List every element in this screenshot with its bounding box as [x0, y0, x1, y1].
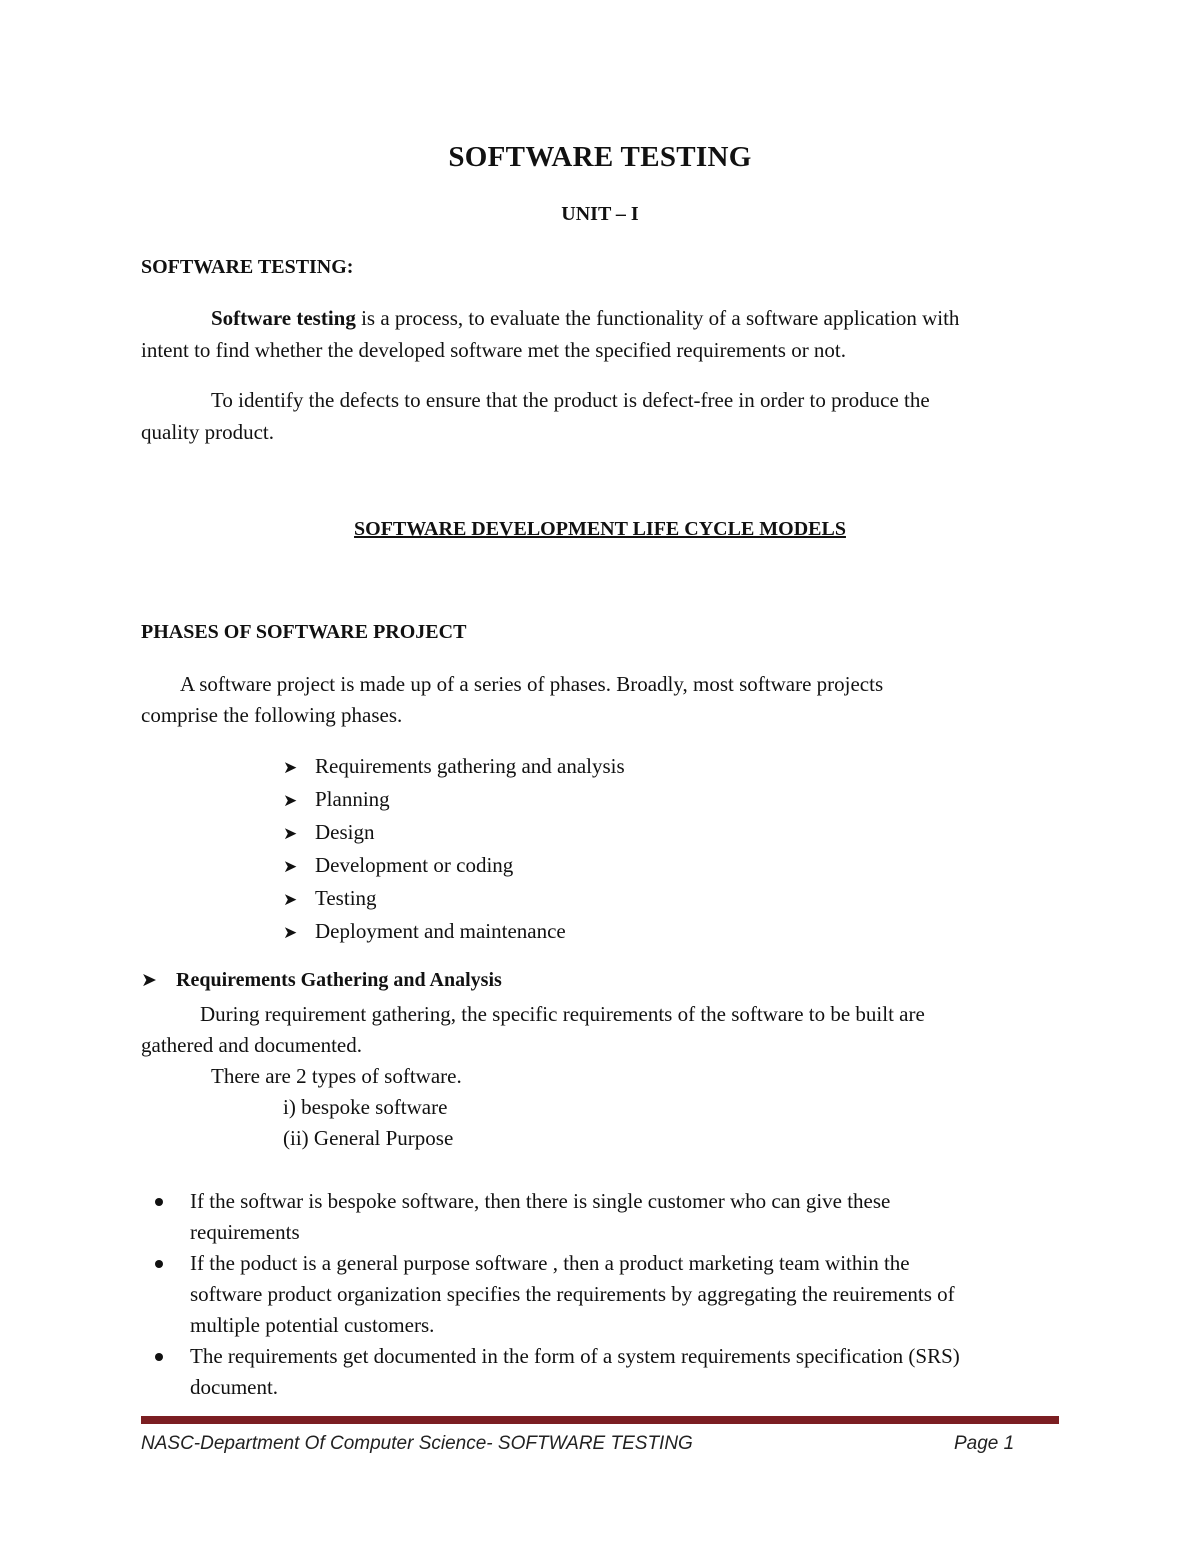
arrowhead-bullet-icon: ➤ [283, 758, 298, 778]
unit-label: UNIT – I [561, 203, 639, 225]
requirements-heading [141, 969, 502, 992]
phase-item [283, 817, 625, 850]
arrowhead-bullet-icon: ➤ [283, 857, 298, 877]
list-item [141, 1248, 960, 1341]
phase-item-label: Development or coding [315, 853, 514, 877]
software-types-intro: There are 2 types of software. [211, 1064, 462, 1088]
phase-item [283, 883, 625, 916]
requirements-bullet-list [141, 1186, 960, 1403]
list-item-line: document. [190, 1375, 279, 1399]
definition-term: Software testing [211, 306, 356, 330]
list-item-line: multiple potential customers. [190, 1313, 435, 1337]
phase-item-label: Testing [315, 886, 377, 910]
phase-item-label: Deployment and maintenance [315, 919, 566, 943]
phases-heading: PHASES OF SOFTWARE PROJECT [141, 621, 467, 643]
phases-intro-line2: comprise the following phases. [141, 703, 403, 727]
footer-divider [141, 1416, 1059, 1424]
paragraph-purpose-line1: To identify the defects to ensure that the product is defect-free in order to produce the [211, 388, 930, 412]
phase-item-label: Planning [315, 787, 390, 811]
arrowhead-bullet-icon: ➤ [283, 923, 298, 943]
definition-text: is a process, to evaluate the functionality of a software application with [355, 306, 960, 330]
requirements-para-line1: During requirement gathering, the specific requirements of the software to be built are [200, 1002, 925, 1026]
phase-item-label: Design [315, 820, 375, 844]
document-title: SOFTWARE TESTING [448, 141, 752, 173]
filled-circle-bullet-icon [155, 1198, 163, 1206]
phase-item [283, 751, 625, 784]
software-type-1: i) bespoke software [283, 1095, 448, 1119]
arrowhead-bullet-icon: ➤ [283, 890, 298, 910]
list-item-line: software product organization specifies the requirements by aggregating the reuirements of [190, 1282, 955, 1306]
list-item-line: If the poduct is a general purpose software , then a product marketing team within the [190, 1251, 910, 1275]
list-item-line: requirements [190, 1220, 300, 1244]
filled-circle-bullet-icon [155, 1353, 163, 1361]
paragraph-definition-line2: intent to find whether the developed software met the specified requirements or not. [141, 338, 847, 362]
list-item-line: If the softwar is bespoke software, then there is single customer who can give these [190, 1189, 891, 1213]
arrowhead-bullet-icon: ➤ [141, 969, 157, 991]
software-type-2: (ii) General Purpose [283, 1126, 454, 1150]
list-item-line: The requirements get documented in the form of a system requirements specification (SRS) [190, 1344, 960, 1368]
requirements-para-line2: gathered and documented. [141, 1033, 362, 1057]
paragraph-purpose-line2: quality product. [141, 420, 274, 444]
requirements-heading-label: Requirements Gathering and Analysis [176, 969, 502, 991]
phase-item-label: Requirements gathering and analysis [315, 754, 625, 778]
filled-circle-bullet-icon [155, 1260, 163, 1268]
footer-department: NASC-Department Of Computer Science- SOFTWARE TESTING [141, 1433, 693, 1454]
sdlc-heading: SOFTWARE DEVELOPMENT LIFE CYCLE MODELS [354, 518, 846, 540]
footer-page-number: Page 1 [954, 1433, 1015, 1454]
paragraph-definition-line1 [211, 303, 959, 334]
phase-list [283, 751, 625, 949]
arrowhead-bullet-icon: ➤ [283, 824, 298, 844]
section-heading-software-testing: SOFTWARE TESTING: [141, 256, 354, 278]
phases-intro-line1: A software project is made up of a series of phases. Broadly, most software projects [180, 672, 884, 696]
phase-item [283, 850, 625, 883]
phase-item [283, 784, 625, 817]
list-item [141, 1186, 960, 1248]
list-item [141, 1341, 960, 1403]
phase-item [283, 916, 625, 949]
arrowhead-bullet-icon: ➤ [283, 791, 298, 811]
